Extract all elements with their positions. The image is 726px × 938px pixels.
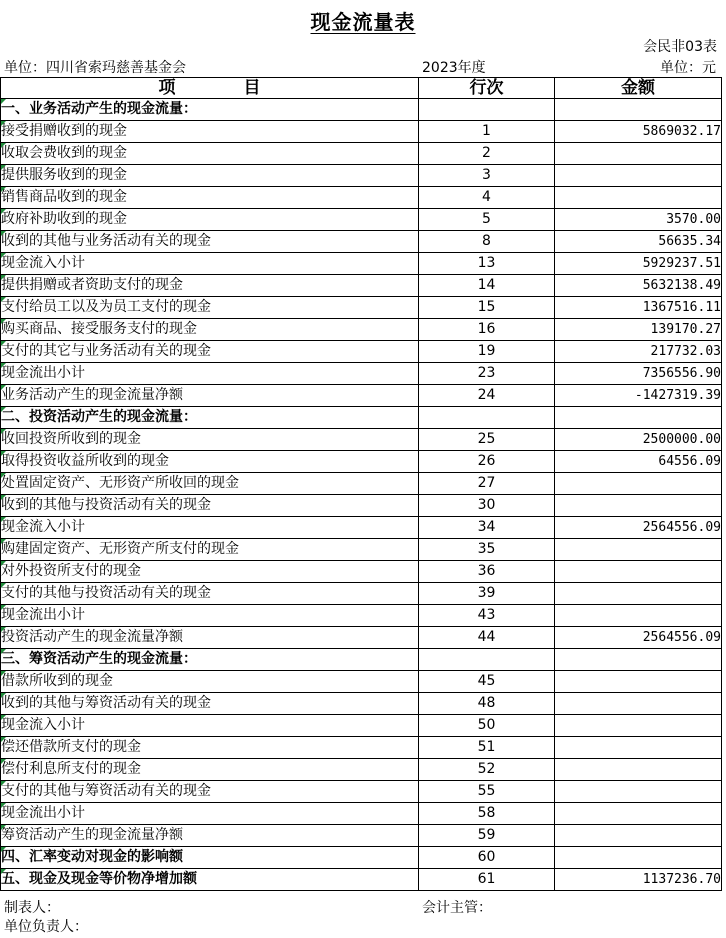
- row-line-no[interactable]: 27: [419, 473, 555, 495]
- table-body: [1, 99, 722, 891]
- table-row: [1, 341, 722, 363]
- row-amount[interactable]: [555, 605, 722, 627]
- row-label[interactable]: 政府补助收到的现金: [1, 209, 419, 231]
- row-amount[interactable]: 1367516.11: [555, 297, 722, 319]
- table-row: [1, 715, 722, 737]
- row-label[interactable]: 偿付利息所支付的现金: [1, 759, 419, 781]
- row-amount[interactable]: [555, 495, 722, 517]
- organization-unit: 单位：四川省索玛慈善基金会: [4, 60, 186, 76]
- table-row: [1, 473, 722, 495]
- row-label[interactable]: 投资活动产生的现金流量净额: [1, 627, 419, 649]
- table-row: [1, 627, 722, 649]
- row-amount[interactable]: [555, 825, 722, 847]
- row-label[interactable]: 现金流出小计: [1, 363, 419, 385]
- row-line-no[interactable]: 60: [419, 847, 555, 869]
- row-label[interactable]: 销售商品收到的现金: [1, 187, 419, 209]
- row-label[interactable]: 收到的其他与投资活动有关的现金: [1, 495, 419, 517]
- row-label[interactable]: 接受捐赠收到的现金: [1, 121, 419, 143]
- table-row: [1, 319, 722, 341]
- table-row: [1, 121, 722, 143]
- table-row: [1, 693, 722, 715]
- row-line-no[interactable]: 26: [419, 451, 555, 473]
- row-amount[interactable]: [555, 803, 722, 825]
- row-amount[interactable]: 5632138.49: [555, 275, 722, 297]
- row-label[interactable]: 支付的其他与筹资活动有关的现金: [1, 781, 419, 803]
- cash-flow-table: [0, 77, 722, 891]
- row-label[interactable]: 现金流入小计: [1, 253, 419, 275]
- row-amount[interactable]: 1137236.70: [555, 869, 722, 891]
- row-label[interactable]: 二、投资活动产生的现金流量：: [1, 407, 419, 429]
- row-label[interactable]: 收取会费收到的现金: [1, 143, 419, 165]
- row-line-no[interactable]: [419, 407, 555, 429]
- row-amount[interactable]: [555, 715, 722, 737]
- row-line-no[interactable]: 52: [419, 759, 555, 781]
- row-amount[interactable]: -1427319.39: [555, 385, 722, 407]
- row-line-no[interactable]: 43: [419, 605, 555, 627]
- table-row: [1, 253, 722, 275]
- row-label[interactable]: 现金流出小计: [1, 803, 419, 825]
- row-amount[interactable]: [555, 781, 722, 803]
- row-amount[interactable]: [555, 847, 722, 869]
- table-row: [1, 803, 722, 825]
- row-line-no[interactable]: 2: [419, 143, 555, 165]
- row-label[interactable]: 取得投资收益所收到的现金: [1, 451, 419, 473]
- row-amount[interactable]: [555, 693, 722, 715]
- row-label[interactable]: 对外投资所支付的现金: [1, 561, 419, 583]
- row-label[interactable]: 偿还借款所支付的现金: [1, 737, 419, 759]
- table-row: [1, 385, 722, 407]
- row-label[interactable]: 收到的其他与业务活动有关的现金: [1, 231, 419, 253]
- row-label[interactable]: 三、筹资活动产生的现金流量：: [1, 649, 419, 671]
- row-line-no[interactable]: 25: [419, 429, 555, 451]
- row-amount[interactable]: 7356556.90: [555, 363, 722, 385]
- table-row: [1, 869, 722, 891]
- row-amount[interactable]: 139170.27: [555, 319, 722, 341]
- row-label[interactable]: 收到的其他与筹资活动有关的现金: [1, 693, 419, 715]
- row-amount[interactable]: [555, 407, 722, 429]
- row-line-no[interactable]: 34: [419, 517, 555, 539]
- table-row: [1, 363, 722, 385]
- table-row: [1, 825, 722, 847]
- row-label[interactable]: 支付的其他与投资活动有关的现金: [1, 583, 419, 605]
- row-label[interactable]: 现金流入小计: [1, 517, 419, 539]
- row-amount[interactable]: [555, 539, 722, 561]
- footer-line-2: [4, 916, 720, 936]
- row-label[interactable]: 处置固定资产、无形资产所收回的现金: [1, 473, 419, 495]
- table-row: [1, 187, 722, 209]
- header-line-no: 行次: [419, 78, 555, 99]
- row-label[interactable]: 购建固定资产、无形资产所支付的现金: [1, 539, 419, 561]
- table-row: [1, 847, 722, 869]
- row-amount[interactable]: 5929237.51: [555, 253, 722, 275]
- row-amount[interactable]: [555, 561, 722, 583]
- row-label[interactable]: 借款所收到的现金: [1, 671, 419, 693]
- table-row: [1, 99, 722, 121]
- row-label[interactable]: 一、业务活动产生的现金流量：: [1, 99, 419, 121]
- row-line-no[interactable]: 39: [419, 583, 555, 605]
- row-amount[interactable]: [555, 165, 722, 187]
- row-label[interactable]: 提供捐赠或者资助支付的现金: [1, 275, 419, 297]
- row-line-no[interactable]: 16: [419, 319, 555, 341]
- row-amount[interactable]: [555, 187, 722, 209]
- preparer-label: 制表人：: [4, 900, 60, 916]
- row-amount[interactable]: [555, 759, 722, 781]
- row-label[interactable]: 支付给员工以及为员工支付的现金: [1, 297, 419, 319]
- footer-line-1: [4, 897, 720, 917]
- header-info-line: [4, 57, 720, 77]
- row-line-no[interactable]: 50: [419, 715, 555, 737]
- row-line-no[interactable]: 35: [419, 539, 555, 561]
- row-amount[interactable]: [555, 143, 722, 165]
- table-row: [1, 605, 722, 627]
- table-row: [1, 143, 722, 165]
- row-line-no[interactable]: 44: [419, 627, 555, 649]
- row-label[interactable]: 五、现金及现金等价物净增加额: [1, 869, 419, 891]
- row-amount[interactable]: 217732.03: [555, 341, 722, 363]
- header-item: 项 目: [1, 78, 419, 99]
- row-line-no[interactable]: 3: [419, 165, 555, 187]
- row-line-no[interactable]: 1: [419, 121, 555, 143]
- row-line-no[interactable]: 51: [419, 737, 555, 759]
- row-amount[interactable]: 56635.34: [555, 231, 722, 253]
- currency-unit: 单位：元: [660, 60, 716, 76]
- row-line-no[interactable]: 19: [419, 341, 555, 363]
- row-line-no[interactable]: 45: [419, 671, 555, 693]
- table-row: [1, 737, 722, 759]
- row-line-no[interactable]: 14: [419, 275, 555, 297]
- table-row: [1, 407, 722, 429]
- table-row: [1, 539, 722, 561]
- row-line-no[interactable]: 59: [419, 825, 555, 847]
- table-row: [1, 495, 722, 517]
- table-row: [1, 583, 722, 605]
- row-line-no[interactable]: 36: [419, 561, 555, 583]
- table-row: [1, 759, 722, 781]
- table-row: [1, 671, 722, 693]
- accountant-label: 会计主管：: [422, 900, 492, 916]
- unit-head-label: 单位负责人：: [4, 919, 88, 935]
- row-amount[interactable]: [555, 737, 722, 759]
- table-row: [1, 451, 722, 473]
- table-row: [1, 429, 722, 451]
- table-row: [1, 297, 722, 319]
- row-line-no[interactable]: 58: [419, 803, 555, 825]
- row-label[interactable]: 现金流入小计: [1, 715, 419, 737]
- header-amount: 金额: [555, 78, 722, 99]
- row-line-no[interactable]: 30: [419, 495, 555, 517]
- document-title: 现金流量表: [310, 10, 416, 34]
- row-line-no[interactable]: [419, 99, 555, 121]
- row-line-no[interactable]: 13: [419, 253, 555, 275]
- report-year: 2023年度: [422, 60, 486, 76]
- row-label[interactable]: 业务活动产生的现金流量净额: [1, 385, 419, 407]
- row-line-no[interactable]: 61: [419, 869, 555, 891]
- table-row: [1, 781, 722, 803]
- row-label[interactable]: 四、汇率变动对现金的影响额: [1, 847, 419, 869]
- table-header-row: [1, 78, 722, 99]
- table-row: [1, 231, 722, 253]
- row-label[interactable]: 现金流出小计: [1, 605, 419, 627]
- table-row: [1, 649, 722, 671]
- table-row: [1, 165, 722, 187]
- row-label[interactable]: 收回投资所收到的现金: [1, 429, 419, 451]
- row-label[interactable]: 支付的其它与业务活动有关的现金: [1, 341, 419, 363]
- row-amount[interactable]: [555, 473, 722, 495]
- row-line-no[interactable]: 4: [419, 187, 555, 209]
- row-amount[interactable]: [555, 99, 722, 121]
- row-label[interactable]: 提供服务收到的现金: [1, 165, 419, 187]
- row-line-no[interactable]: 23: [419, 363, 555, 385]
- row-amount[interactable]: [555, 649, 722, 671]
- table-row: [1, 561, 722, 583]
- row-label[interactable]: 筹资活动产生的现金流量净额: [1, 825, 419, 847]
- row-amount[interactable]: 2500000.00: [555, 429, 722, 451]
- row-line-no[interactable]: 15: [419, 297, 555, 319]
- form-code: 会民非03表: [643, 39, 717, 55]
- row-amount[interactable]: 64556.09: [555, 451, 722, 473]
- table-row: [1, 209, 722, 231]
- row-line-no[interactable]: 48: [419, 693, 555, 715]
- table-row: [1, 517, 722, 539]
- row-amount[interactable]: [555, 671, 722, 693]
- row-line-no[interactable]: [419, 649, 555, 671]
- row-amount[interactable]: [555, 583, 722, 605]
- table-row: [1, 275, 722, 297]
- row-line-no[interactable]: 8: [419, 231, 555, 253]
- row-line-no[interactable]: 5: [419, 209, 555, 231]
- row-label[interactable]: 购买商品、接受服务支付的现金: [1, 319, 419, 341]
- row-line-no[interactable]: 55: [419, 781, 555, 803]
- row-amount[interactable]: 2564556.09: [555, 517, 722, 539]
- row-amount[interactable]: 5869032.17: [555, 121, 722, 143]
- row-amount[interactable]: 3570.00: [555, 209, 722, 231]
- row-amount[interactable]: 2564556.09: [555, 627, 722, 649]
- row-line-no[interactable]: 24: [419, 385, 555, 407]
